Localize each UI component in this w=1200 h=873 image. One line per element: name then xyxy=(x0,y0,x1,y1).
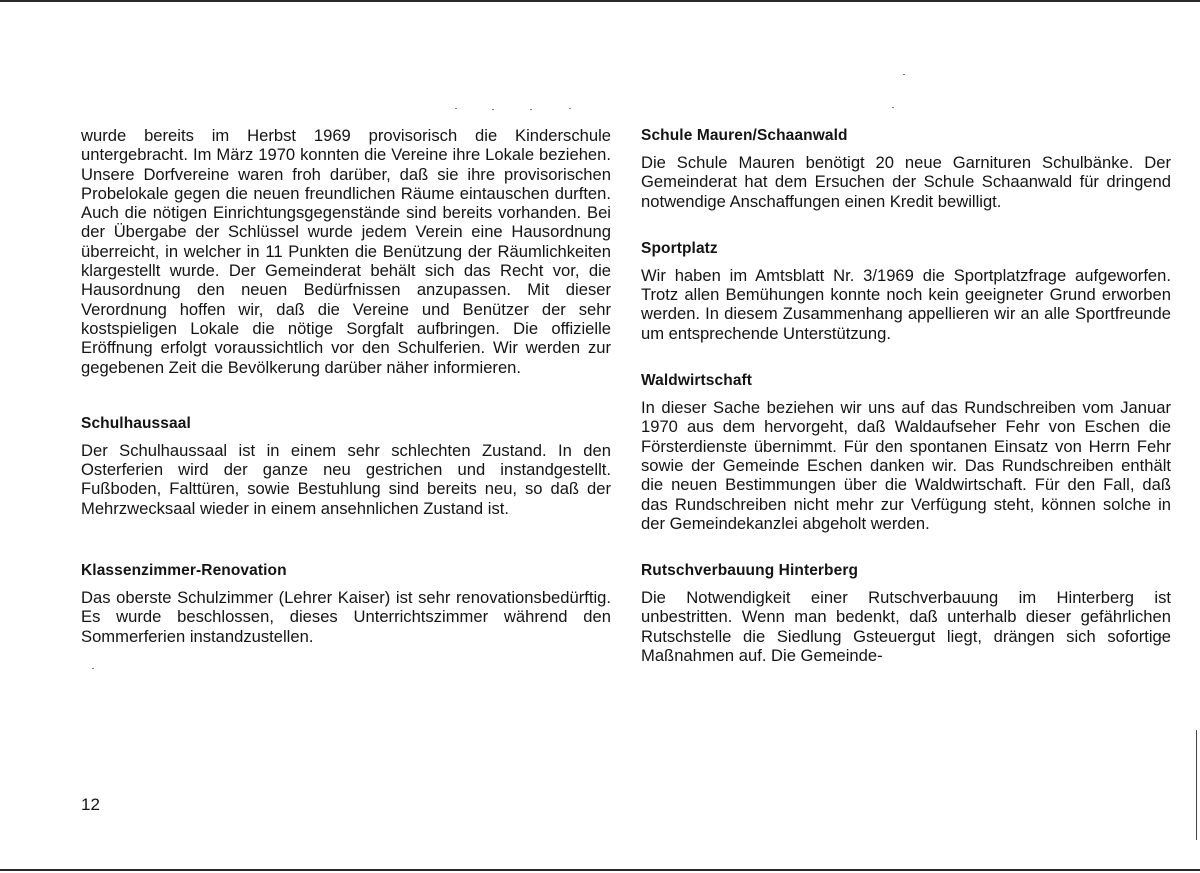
section-heading: Klassenzimmer-Renovation xyxy=(81,562,287,580)
section-heading: Rutschverbauung Hinterberg xyxy=(641,562,859,580)
section-rutschverbauung-hinterberg xyxy=(641,561,1171,665)
section-spacer xyxy=(81,377,611,414)
section-spacer xyxy=(641,533,1171,561)
section-spacer xyxy=(81,518,611,561)
scan-speck xyxy=(492,109,494,110)
section-sportplatz xyxy=(641,239,1171,343)
section-spacer xyxy=(641,343,1171,371)
scan-speck xyxy=(903,74,905,75)
scan-speck xyxy=(530,109,532,110)
section-spacer xyxy=(641,211,1171,239)
scan-speck xyxy=(569,108,571,109)
scan-speck xyxy=(92,668,94,669)
section-klassenzimmer-renovation xyxy=(81,561,611,646)
section-waldwirtschaft xyxy=(641,371,1171,533)
page-number: 12 xyxy=(81,795,100,814)
page-edge-top xyxy=(0,0,1200,2)
section-heading: Waldwirtschaft xyxy=(641,372,753,390)
section-body: Der Schulhaussaal ist in einem sehr schlechten Zustand. In den Osterferien wird der ganze neu gestrichen und instandgestellt. Fußboden, Falttüren, sowie Bestuhlung sind bereits neu, so daß der Mehrzwecksaal wieder in einem ansehnlichen Zustand ist. xyxy=(81,440,611,518)
section-body: Die Notwendigkeit einer Rutschverbauung im Hinterberg ist unbestritten. Wenn man bedenkt, daß unterhalb dieser gefährlichen Rutschstelle die Siedlung Gsteuergut liegt, drängen sich sofortige Maßnahmen auf. Die Gemeinde- xyxy=(641,588,1171,666)
section-schule-mauren-schaanwald xyxy=(641,126,1171,211)
page-edge-bottom xyxy=(0,869,1200,871)
section-heading: Schulhaussaal xyxy=(81,414,191,432)
section-body: Das oberste Schulzimmer (Lehrer Kaiser) ist sehr renovationsbedürftig. Es wurde beschlossen, dieses Unterrichtszimmer während den Sommerferien instandzustellen. xyxy=(81,588,611,646)
section-heading: Sportplatz xyxy=(641,239,718,257)
right-column xyxy=(641,126,1171,665)
scan-speck xyxy=(455,108,457,109)
section-body: Die Schule Mauren benötigt 20 neue Garnituren Schulbänke. Der Gemeinderat hat dem Ersuchen der Schule Schaanwald für dringend notwendige Anschaffungen einen Kredit bewilligt. xyxy=(641,153,1171,211)
section-heading: Schule Mauren/Schaanwald xyxy=(641,127,848,144)
scan-speck xyxy=(892,107,894,108)
section-schulhaussaal xyxy=(81,414,611,518)
section-body: Wir haben im Amtsblatt Nr. 3/1969 die Sportplatzfrage aufgeworfen. Trotz allen Bemühungen konnte noch kein geeigneter Grund erworben werden. In diesem Zusammenhang appellieren wir an alle Sportfreunde um entsprechende Unterstützung. xyxy=(641,265,1171,343)
left-column xyxy=(81,126,611,646)
page-edge-right xyxy=(1196,730,1197,840)
section-body: In dieser Sache beziehen wir uns auf das Rundschreiben vom Januar 1970 aus dem hervorgeht, daß Waldaufseher Fehr von Eschen die Försterdienste übernimmt. Für den spontanen Einsatz von Herrn Fehr sowie der Gemeinde Eschen danken wir. Das Rundschreiben enthält die neuen Bestimmungen über die Waldwirtschaft. Für den Fall, daß das Rundschreiben nicht mehr zur Verfügung steht, können solche in der Gemeindekanzlei abgeholt werden. xyxy=(641,398,1171,533)
intro-paragraph: wurde bereits im Herbst 1969 provisorisch die Kinderschule untergebracht. Im März 1970 konnten die Vereine ihre Lokale beziehen. Unsere Dorfvereine waren froh darüber, daß sie ihre provisorischen Probelokale gegen die neuen freundlichen Räume eintauschen durften. Auch die nötigen Einrichtungsgegenstände sind bereits vorhanden. Bei der Übergabe der Schlüssel wurde jedem Verein eine Hausordnung überreicht, in welcher in 11 Punkten die Benützung der Räumlichkeiten klargestellt wurde. Der Gemeinderat behält sich das Recht vor, die Hausordnung den neuen Bedürfnissen anzupassen. Mit dieser Verordnung hoffen wir, daß die Vereine und Benützer der sehr kostspieligen Lokale die nötige Sorgfalt aufbringen. Die offizielle Eröffnung erfolgt voraussichtlich vor den Schulferien. Wir werden zur gegebenen Zeit die Bevölkerung darüber näher informieren. xyxy=(81,126,611,377)
